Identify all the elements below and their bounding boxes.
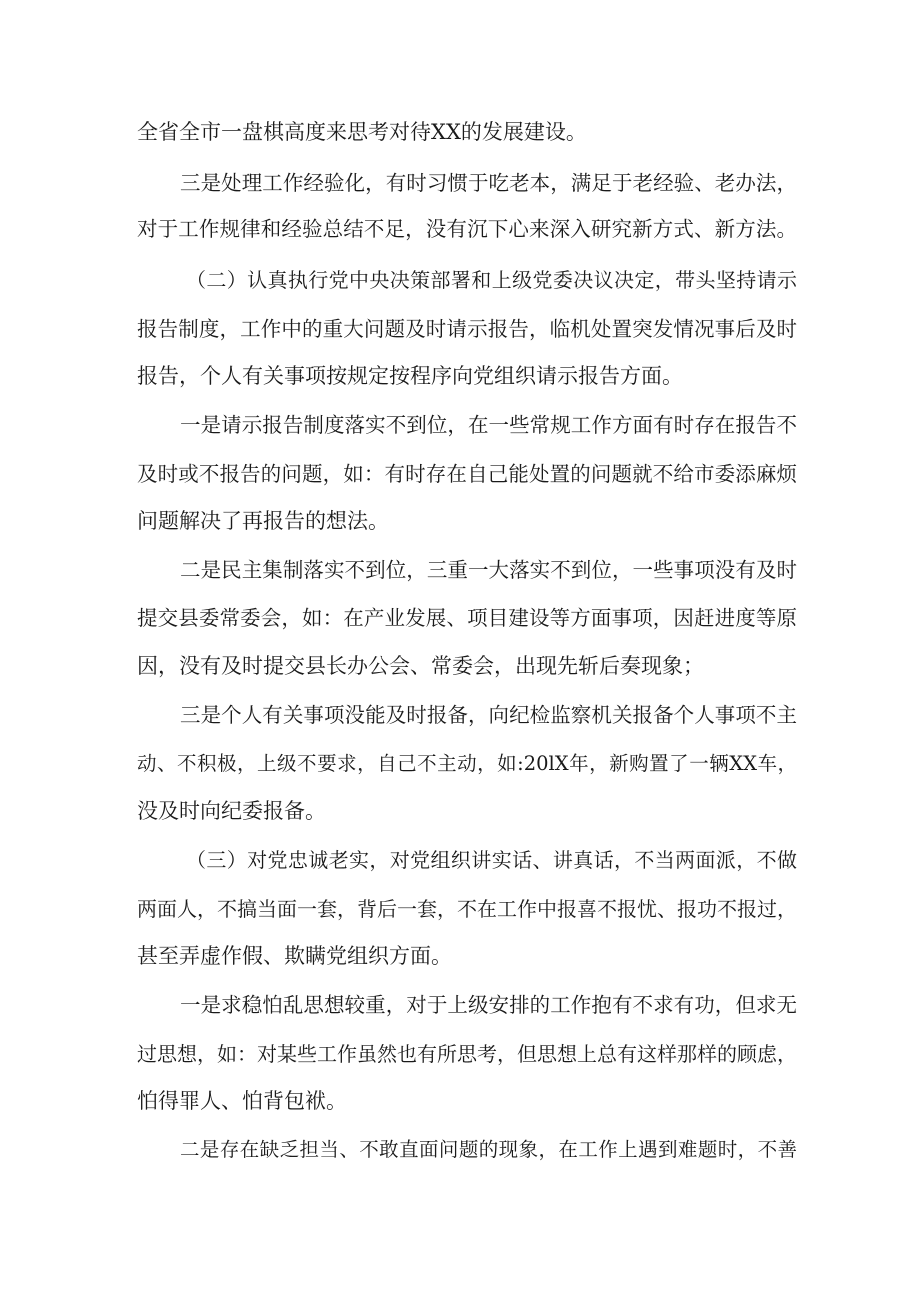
text-line-11: 提交县委常委会，如：在产业发展、项目建设等方面事项，因赶进度等原	[137, 606, 797, 630]
text-line-8: 及时或不报告的问题，如：有时存在自己能处置的问题就不给市委添麻烦	[137, 462, 797, 486]
text-line-3: 对于工作规律和经验总结不足，没有沉下心来深入研究新方式、新方法。	[137, 217, 797, 241]
text-line-19: 一是求稳怕乱思想较重，对于上级安排的工作抱有不求有功，但求无	[180, 993, 797, 1017]
text-line-13: 三是个人有关事项没能及时报备，向纪检监察机关报备个人事项不主	[180, 703, 797, 727]
text-line-20: 过思想，如：对某些工作虽然也有所思考，但思想上总有这样那样的顾虑，	[137, 1042, 797, 1066]
text-line-1: 全省全市一盘棋高度来思考对待XX的发展建设。	[137, 120, 587, 144]
text-line-10: 二是民主集制落实不到位，三重一大落实不到位，一些事项没有及时	[180, 558, 797, 582]
text-line-14: 动、不积极，上级不要求，自己不主动，如:20lX年，新购置了一辆XX车，	[137, 752, 797, 775]
text-line-4: （二）认真执行党中央决策部署和上级党委决议决定，带头坚持请示	[186, 268, 797, 292]
text-line-18: 甚至弄虚作假、欺瞒党组织方面。	[137, 944, 452, 968]
text-line-7: 一是请示报告制度落实不到位，在一些常规工作方面有时存在报告不	[180, 413, 797, 437]
text-line-21: 怕得罪人、怕背包袱。	[137, 1089, 347, 1113]
text-line-9: 问题解决了再报告的想法。	[137, 509, 389, 533]
text-line-2: 三是处理工作经验化，有时习惯于吃老本，满足于老经验、老办法，	[180, 171, 797, 195]
text-line-6: 报告，个人有关事项按规定按程序向党组织请示报告方面。	[137, 364, 683, 388]
text-line-12: 因，没有及时提交县长办公会、常委会，出现先斩后奏现象；	[137, 654, 704, 678]
text-line-5: 报告制度，工作中的重大问题及时请示报告，临机处置突发情况事后及时	[137, 317, 797, 341]
text-line-16: （三）对党忠诚老实，对党组织讲实话、讲真话，不当两面派，不做	[186, 848, 797, 872]
text-line-15: 没及时向纪委报备。	[137, 799, 326, 823]
text-line-22: 二是存在缺乏担当、不敢直面问题的现象，在工作上遇到难题时，不善	[180, 1138, 797, 1161]
text-line-17: 两面人，不搞当面一套，背后一套，不在工作中报喜不报忧、报功不报过，	[137, 897, 797, 921]
